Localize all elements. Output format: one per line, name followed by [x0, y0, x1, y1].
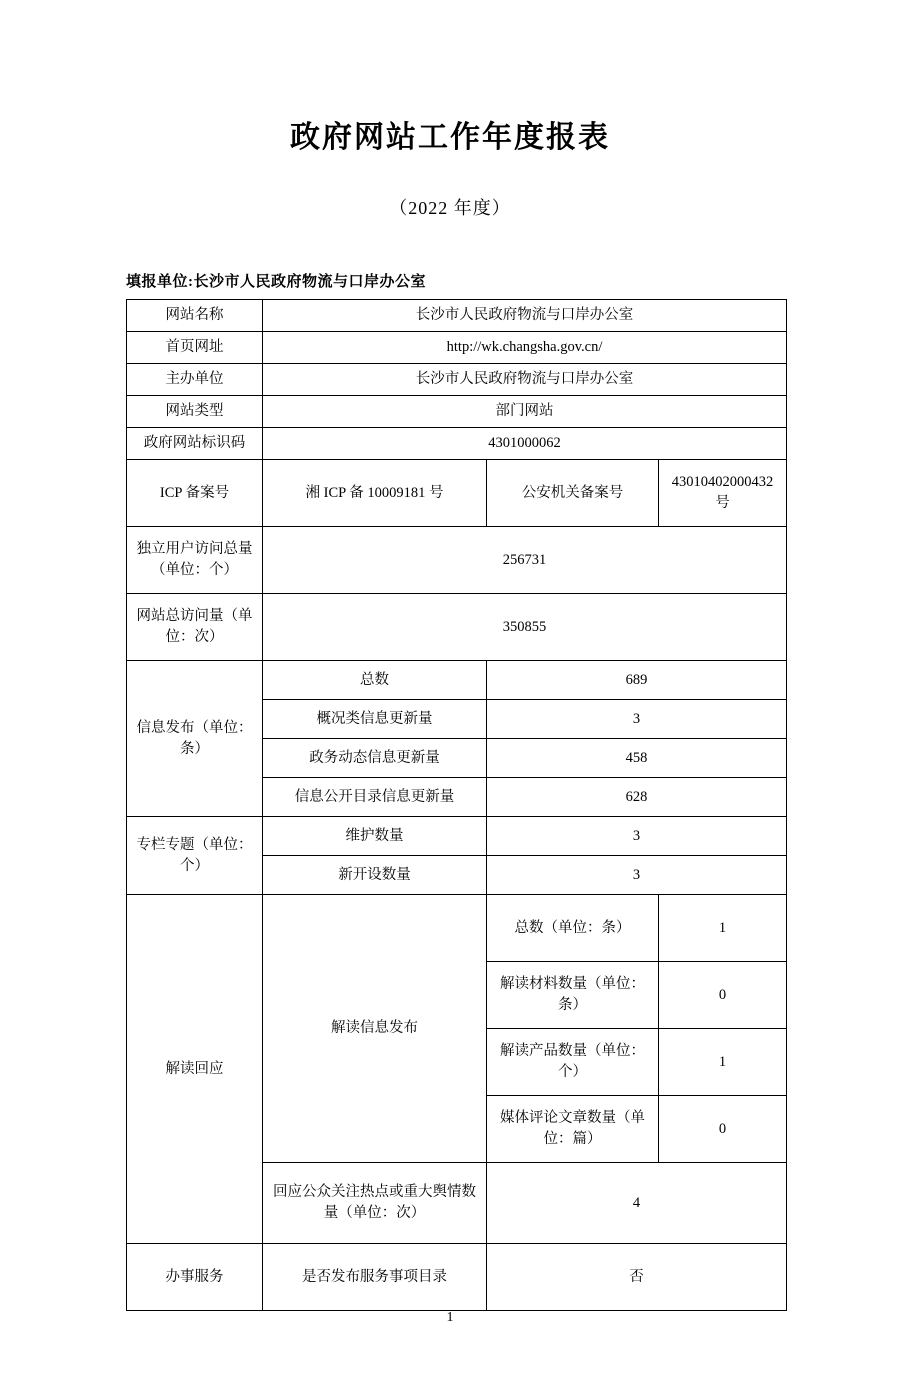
service-catalog-label: 是否发布服务事项目录: [263, 1244, 487, 1311]
info-release-label: 信息发布（单位：条）: [127, 661, 263, 817]
interpretation-item-value: 1: [659, 895, 787, 962]
page-number: 1: [446, 1310, 454, 1325]
column-topic-item-value: 3: [487, 817, 787, 856]
service-label: 办事服务: [127, 1244, 263, 1311]
interpretation-item-name: 媒体评论文章数量（单位：篇）: [487, 1096, 659, 1163]
interpretation-item-name: 解读材料数量（单位：条）: [487, 962, 659, 1029]
table-row: [127, 1244, 787, 1311]
document-page: [0, 112, 900, 1384]
table-row: [127, 895, 787, 962]
page-subtitle: （2022 年度）: [389, 198, 511, 218]
table-row: [127, 300, 787, 332]
interpretation-item-name: 解读产品数量（单位：个）: [487, 1029, 659, 1096]
table-row: [127, 817, 787, 856]
info-release-item-name: 概况类信息更新量: [263, 700, 487, 739]
icp-label: ICP 备案号: [127, 460, 263, 527]
unique-visitors-value: 256731: [263, 527, 787, 594]
info-release-item-name: 政务动态信息更新量: [263, 739, 487, 778]
info-release-item-name: 信息公开目录信息更新量: [263, 778, 487, 817]
site-name-label: 网站名称: [127, 300, 263, 332]
info-release-item-value: 628: [487, 778, 787, 817]
table-row: [127, 460, 787, 527]
site-name-value: 长沙市人民政府物流与口岸办公室: [263, 300, 787, 332]
interpretation-item-value: 0: [659, 1096, 787, 1163]
icp-value: 湘 ICP 备 10009181 号: [263, 460, 487, 527]
interpretation-item-name: 总数（单位：条）: [487, 895, 659, 962]
site-type-label: 网站类型: [127, 396, 263, 428]
total-visits-value: 350855: [263, 594, 787, 661]
column-topic-item-value: 3: [487, 856, 787, 895]
table-row: [127, 661, 787, 700]
column-topic-item-name: 新开设数量: [263, 856, 487, 895]
reporting-unit-line: 填报单位:长沙市人民政府物流与口岸办公室: [126, 274, 426, 290]
interpretation-item-value: 1: [659, 1029, 787, 1096]
response-hotspot-label: 回应公众关注热点或重大舆情数量（单位：次）: [263, 1163, 487, 1244]
interpretation-label: 解读回应: [127, 895, 263, 1244]
response-hotspot-value: 4: [487, 1163, 787, 1244]
table-row: [127, 527, 787, 594]
page-title: 政府网站工作年度报表: [290, 121, 610, 154]
total-visits-label: 网站总访问量（单位：次）: [127, 594, 263, 661]
info-release-item-value: 458: [487, 739, 787, 778]
site-type-value: 部门网站: [263, 396, 787, 428]
site-code-label: 政府网站标识码: [127, 428, 263, 460]
police-record-label: 公安机关备案号: [487, 460, 659, 527]
homepage-value: http://wk.changsha.gov.cn/: [263, 332, 787, 364]
table-row: [127, 332, 787, 364]
table-row: [127, 594, 787, 661]
host-unit-value: 长沙市人民政府物流与口岸办公室: [263, 364, 787, 396]
service-catalog-value: 否: [487, 1244, 787, 1311]
annual-report-table: [126, 299, 787, 1311]
homepage-label: 首页网址: [127, 332, 263, 364]
table-row: [127, 396, 787, 428]
interpretation-release-label: 解读信息发布: [263, 895, 487, 1163]
site-code-value: 4301000062: [263, 428, 787, 460]
info-release-item-value: 3: [487, 700, 787, 739]
table-row: [127, 364, 787, 396]
table-row: [127, 428, 787, 460]
column-topic-label: 专栏专题（单位：个）: [127, 817, 263, 895]
police-record-value: 43010402000432 号: [659, 460, 787, 527]
interpretation-item-value: 0: [659, 962, 787, 1029]
info-release-item-value: 689: [487, 661, 787, 700]
info-release-item-name: 总数: [263, 661, 487, 700]
unique-visitors-label: 独立用户访问总量（单位：个）: [127, 527, 263, 594]
column-topic-item-name: 维护数量: [263, 817, 487, 856]
host-unit-label: 主办单位: [127, 364, 263, 396]
